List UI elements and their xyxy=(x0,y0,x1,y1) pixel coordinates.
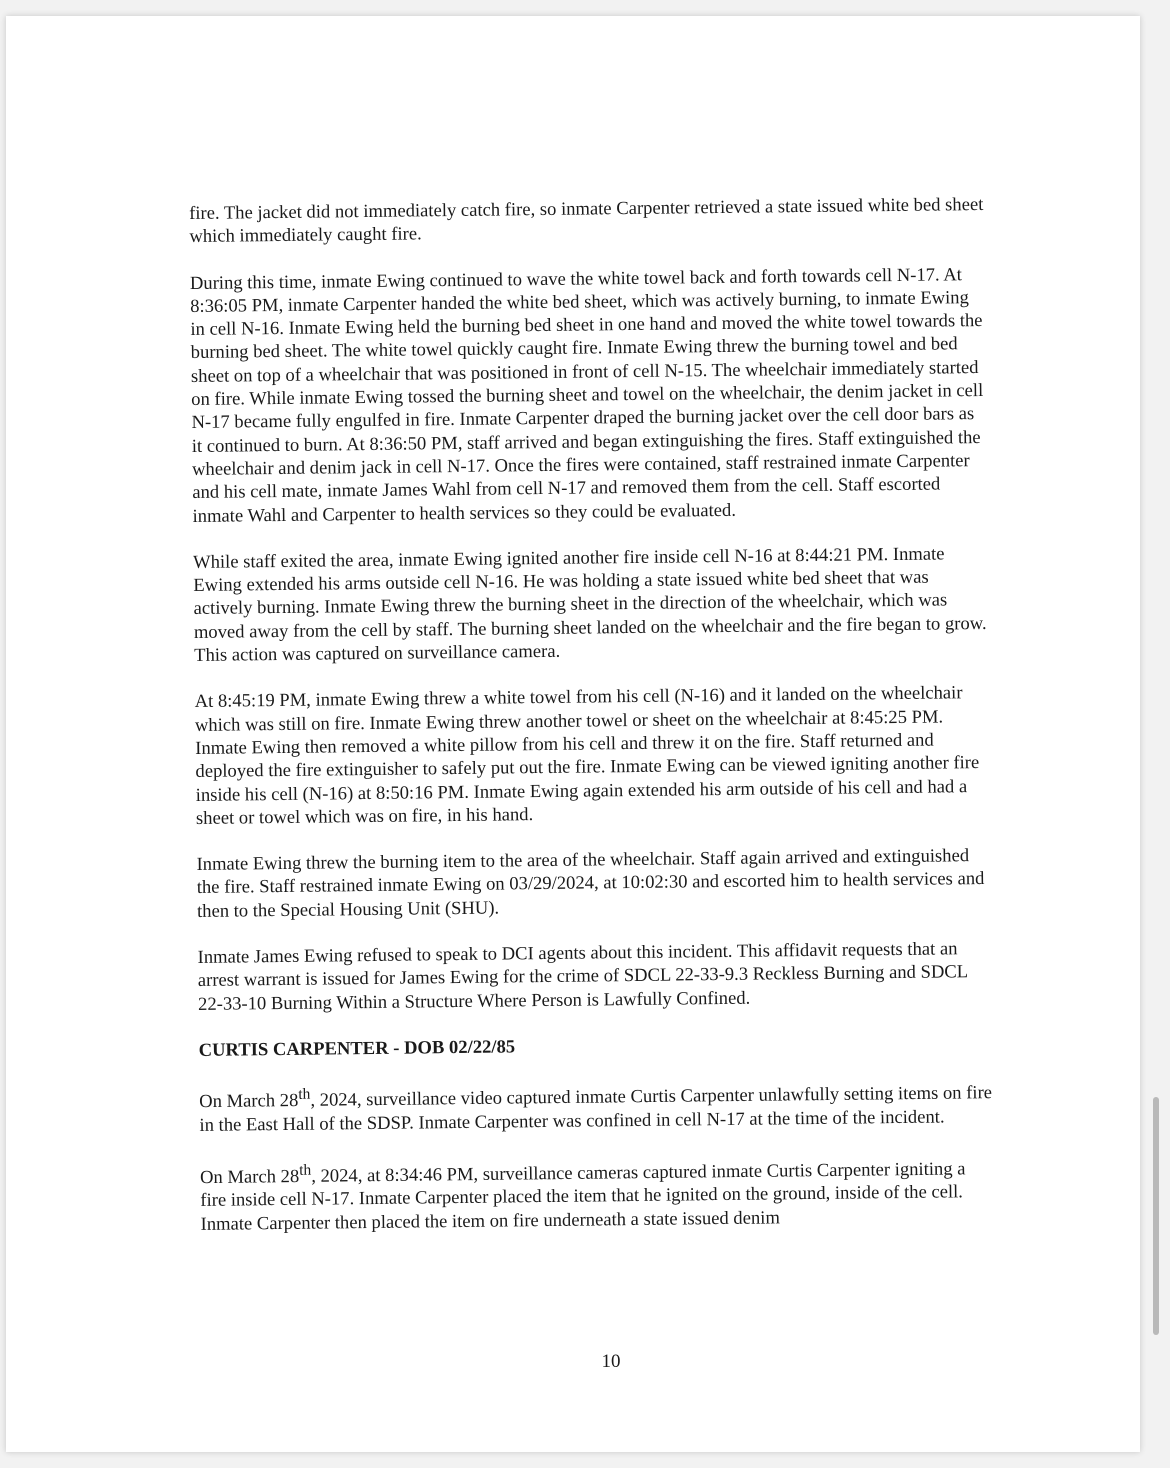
document-page xyxy=(6,16,1140,1452)
paragraph-towel-fire: At 8:45:19 PM, inmate Ewing threw a white towel from his cell (N-16) and it landed on the wheelchair which was still on fire. Inmate Ewing threw another towel or sheet on the wheelchair at 8:45:25 PM. Inmate Ewing then removed a white pillow from his cell and threw it on the fire. Staff returned and deployed the fire extinguisher to safely put out the fire. Inmate Ewing can be viewed igniting another fire inside his cell (N-16) at 8:50:16 PM. Inmate Ewing again extended his arm outside of his cell and had a sheet or towel which was on fire, in his hand. xyxy=(194,682,980,829)
paragraph-second-fire: While staff exited the area, inmate Ewing ignited another fire inside cell N-16 at 8:44:21 PM. Inmate Ewing extended his arms outside cell N-16. He was holding a state issued white bed sheet that was actively burning. Inmate Ewing threw the burning sheet in the direction of the wheelchair, which was moved away from the cell by staff. The burning sheet landed on the wheelchair and the fire began to grow. This action was captured on surveillance camera. xyxy=(192,543,987,667)
scrollbar-thumb[interactable] xyxy=(1153,1097,1159,1335)
paragraph-carpenter-intro xyxy=(199,1075,995,1137)
text-fragment: On March 28 xyxy=(199,1165,300,1189)
paragraph-jacket-fire: fire. The jacket did not immediately catch fire, so inmate Carpenter retrieved a state issued white bed sheet which immediately caught fire. xyxy=(189,193,984,248)
paragraph-carpenter-ignition xyxy=(200,1151,996,1236)
ordinal-suffix: th xyxy=(298,1085,311,1104)
paragraph-wheelchair-fire: During this time, inmate Ewing continued to wave the white towel back and forth towards cell N-17. At 8:36:05 PM, inmate Carpenter handed the white bed sheet, which was actively burning, to inmate Ewing in cell N-16. Inmate Ewing held the burning bed sheet in one hand and moved the white towel towards the burning bed sheet. The white towel quickly caught fire. Inmate Ewing threw the burning towel and bed sheet on top of a wheelchair that was positioned in front of cell N-15. The wheelchair immediately started on fire. While inmate Ewing tossed the burning sheet and towel on the wheelchair, the denim jacket in cell N-17 became fully engulfed in fire. Inmate Carpenter draped the burning jacket over the cell door bars as it continued to burn. At 8:36:50 PM, staff arrived and began extinguishing the fires. Staff extinguished the wheelchair and denim jack in cell N-17. Once the fires were contained, staff restrained inmate Carpenter and his cell mate, inmate James Wahl from cell N-17 and removed them from the cell. Staff escorted inmate Wahl and Carpenter to health services so they could be evaluated. xyxy=(189,263,984,527)
page-number: 10 xyxy=(601,1351,621,1372)
text-fragment: , 2024, surveillance video captured inmate Curtis Carpenter unlawfully setting items on fire in the East Hall of the SDSP. Inmate Carpenter was confined in cell N-17 at the time of the incident. xyxy=(199,1082,993,1136)
text-fragment: On March 28 xyxy=(199,1090,299,1113)
section-heading-curtis-carpenter: CURTIS CARPENTER - DOB 02/22/85 xyxy=(198,1036,516,1061)
paragraph-warrant-request: Inmate James Ewing refused to speak to DCI agents about this incident. This affidavit requests that an arrest warrant is issued for James Ewing for the crime of SDCL 22-33-9.3 Reckless Burning and SDCL 22-33-10 Burning Within a Structure Where Person is Lawfully Confined. xyxy=(197,938,968,1015)
paragraph-restrained: Inmate Ewing threw the burning item to the area of the wheelchair. Staff again arrived and extinguished the fire. Staff restrained inmate Ewing on 03/29/2024, at 10:02:30 and escorted him to health services and then to the Special Housing Unit (SHU). xyxy=(196,845,985,922)
text-fragment: , 2024, at 8:34:46 PM, surveillance cameras captured inmate Curtis Carpenter igniting a fire inside cell N-17. Inmate Carpenter placed the item that he ignited on the ground, inside of the cell. Inmate Carpenter then placed the item on fire underneath a state issued denim xyxy=(200,1158,966,1235)
document-body xyxy=(189,193,996,1259)
ordinal-suffix: th xyxy=(299,1161,312,1179)
